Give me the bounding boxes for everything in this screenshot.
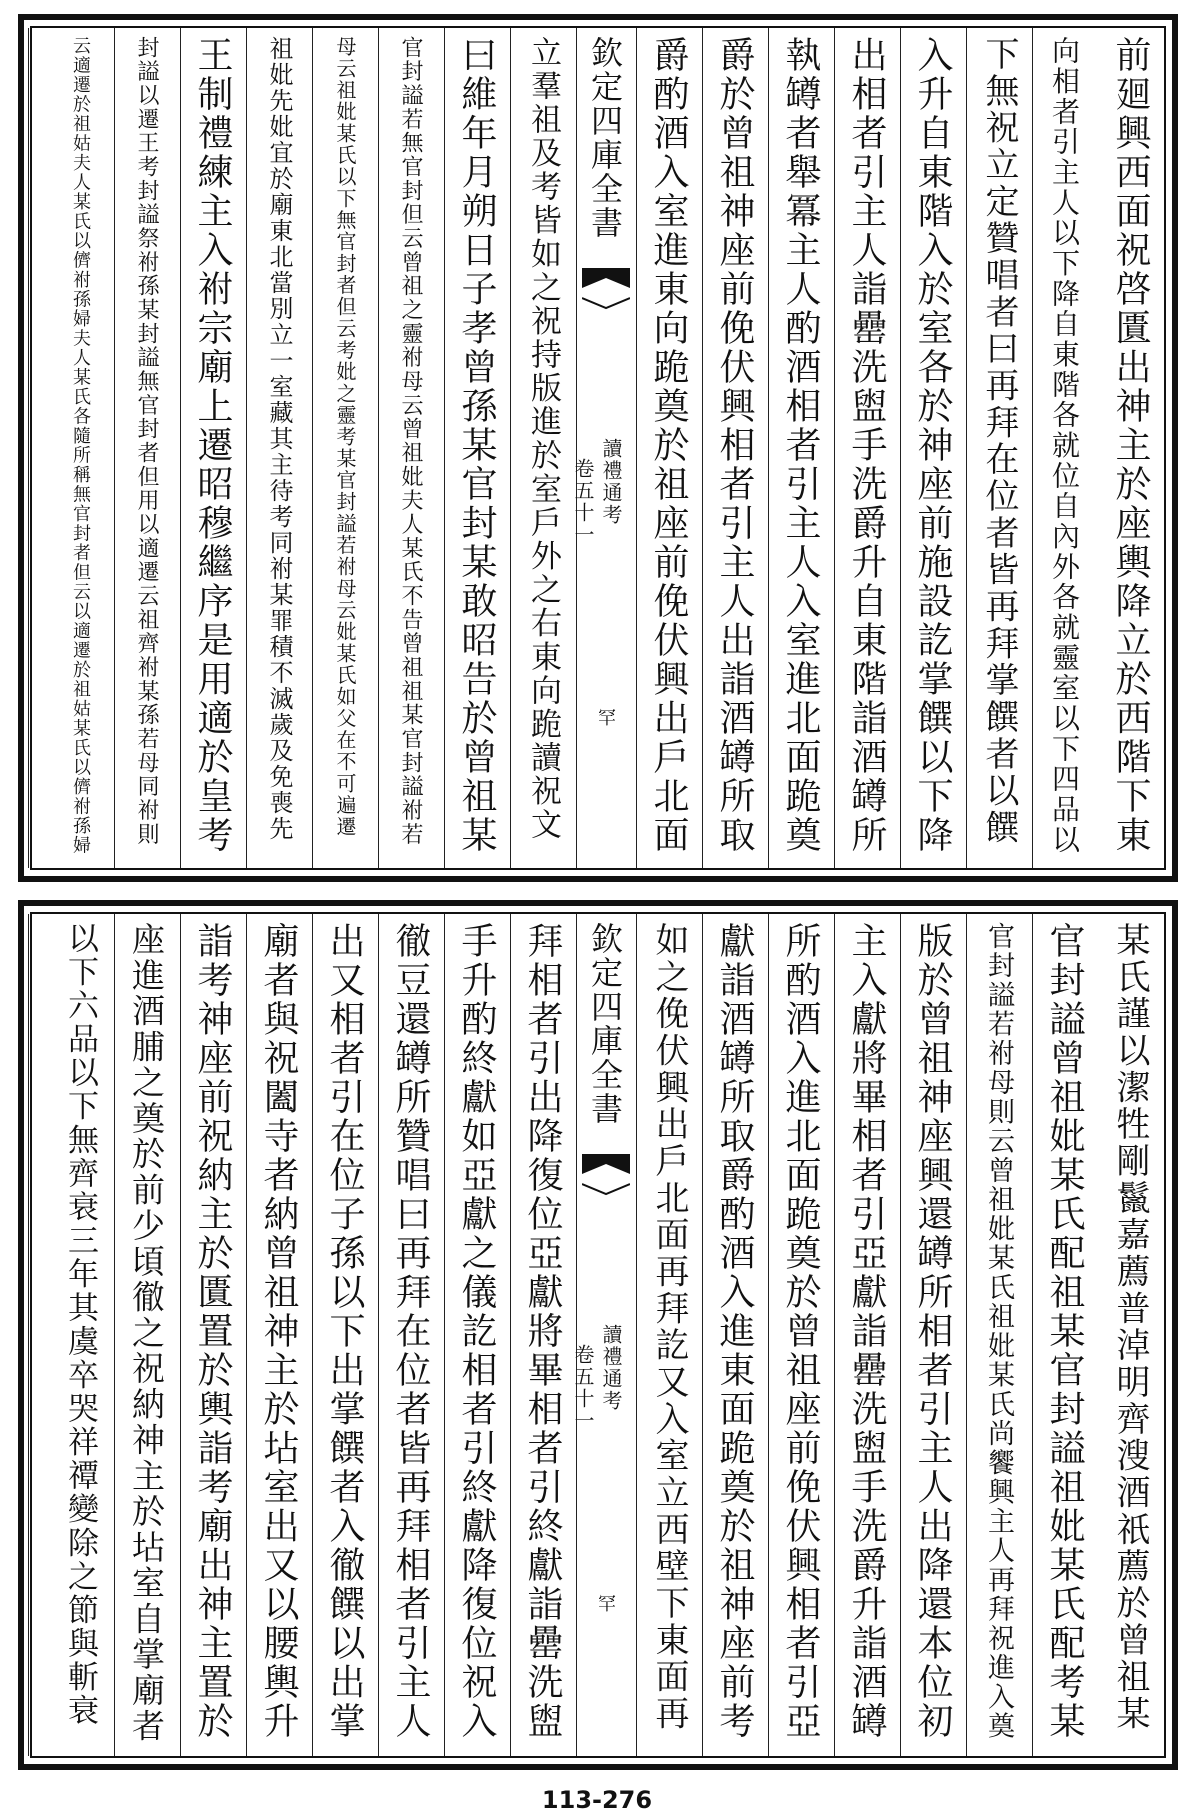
text-column (28, 28, 114, 868)
text-column (702, 28, 768, 868)
column-text: 以下六品以下無齊衰三年其虞卒哭祥禫變除之節與斬衰 (62, 922, 98, 1728)
column-text: 獻詣酒罇所取爵酌酒入進東面跪奠於祖神座前考 (714, 922, 755, 1741)
text-column (246, 914, 312, 1756)
text-column (966, 28, 1032, 868)
text-column (246, 28, 312, 868)
column-text: 官封謚曾祖妣某氏配祖某官封謚祖妣某氏配考某 (1044, 922, 1085, 1741)
book-title: 讀禮通考 (599, 438, 623, 526)
column-text: 所酌酒入進北面跪奠於曾祖座前俛伏興相者引亞 (780, 922, 821, 1741)
column-text: 拜相者引出降復位亞獻將畢相者引終獻詣罍洗盥 (522, 922, 563, 1741)
text-column (900, 914, 966, 1756)
column-text: 祖妣先妣宜於廟東北當別立一室藏其主待考同祔某罪積不滅歲及免喪先 (265, 36, 293, 842)
collection-title: 欽定四庫全書 (586, 36, 624, 240)
column-text: 詣考神座前祝納主於匱置於輿詣考廟出神主置於 (192, 922, 233, 1741)
column-text: 版於曾祖神座興還罇所相者引主人出降還本位初 (912, 922, 953, 1741)
text-column (444, 28, 510, 868)
text-column (636, 914, 702, 1756)
bottom-page (18, 900, 1178, 1770)
column-text: 立羣祖及考皆如之祝持版進於室戶外之右東向跪讀祝文 (525, 36, 561, 842)
text-column (378, 914, 444, 1756)
text-column (834, 28, 900, 868)
text-column (1032, 914, 1098, 1756)
column-text: 如之俛伏興出戶北面再拜訖又入室立西壁下東面再 (649, 922, 689, 1733)
column-text: 執罇者舉冪主人酌酒相者引主人入室進北面跪奠 (780, 36, 821, 855)
column-text: 出又相者引在位子孫以下出掌饌者入徹饌以出掌 (324, 922, 365, 1741)
fish-tail-mark-icon (582, 1154, 630, 1198)
text-column (702, 914, 768, 1756)
column-text: 王制禮練主入祔宗廟上遷昭穆繼序是用適於皇考 (192, 36, 233, 855)
fish-tail-mark-icon (582, 268, 630, 312)
text-column (312, 914, 378, 1756)
column-text: 徹豆還罇所贊唱曰再拜在位者皆再拜相者引主人 (390, 922, 431, 1741)
text-column (510, 28, 576, 868)
volume-label: 卷五十一 (571, 1344, 595, 1432)
text-column (1098, 914, 1164, 1756)
top-page (18, 14, 1178, 882)
book-title: 讀禮通考 (599, 1324, 623, 1412)
column-text: 官封謚若祔母則云曾祖妣某氏祖妣某氏尚饗興主人再拜祝進入奠 (983, 922, 1014, 1741)
column-text: 爵酌酒入室進東向跪奠於祖座前俛伏興出戶北面 (648, 36, 689, 855)
column-text: 座進酒脯之奠於前少頃徹之祝納神主於坫室自掌廟者 (127, 922, 166, 1745)
text-column (768, 914, 834, 1756)
volume-label: 卷五十一 (571, 458, 595, 546)
column-text: 主入獻將畢相者引亞獻詣罍洗盥手洗爵升詣酒罇 (846, 922, 887, 1741)
text-column (966, 914, 1032, 1756)
center-banner (571, 914, 636, 1756)
text-column (378, 28, 444, 868)
center-banner (571, 28, 636, 868)
text-column (180, 28, 246, 868)
text-column (1098, 28, 1164, 868)
top-page-frame (30, 26, 1166, 870)
column-text: 曰維年月朔日子孝曾孫某官封某敢昭告於曾祖某 (456, 36, 497, 855)
text-column (444, 914, 510, 1756)
column-text: 廟者與祝闔寺者納曾祖神主於坫室出又以腰輿升 (258, 922, 299, 1741)
column-text: 前廻興西面祝啓匱出神主於座輿降立於西階下東 (1110, 36, 1151, 855)
column-text: 下無祝立定贊唱者曰再拜在位者皆再拜掌饌者以饌 (979, 36, 1019, 847)
column-text: 封謚以遷王考封謚祭祔孫某封謚無官封者但用以適遷云祖齊祔某孫若母同祔則 (134, 36, 159, 847)
text-column (1032, 28, 1098, 868)
column-text: 官封謚若無官封但云曾祖之靈祔母云曾祖妣夫人某氏不告曾祖祖某官封謚祔若 (398, 36, 423, 847)
text-column (834, 914, 900, 1756)
column-text: 某氏謹以潔牲剛鬣嘉薦普淖明齊溲酒祇薦於曾祖某 (1110, 922, 1150, 1733)
text-column (768, 28, 834, 868)
column-text: 云適遷於祖姑夫人某氏以儕祔孫婦夫人某氏各隨所稱無官封者但云以適遷於祖姑某氏以儕祔孫婦 (70, 36, 91, 855)
column-text: 母云祖妣某氏以下無官封者但云考妣之靈考某官封謚若祔母云妣某氏如父在不可遍遷 (333, 36, 357, 838)
text-column (510, 914, 576, 1756)
text-column (114, 28, 180, 868)
column-text: 入升自東階入於室各於神座前施設訖掌饌以下降 (912, 36, 953, 855)
column-text: 出相者引主人詣罍洗盥手洗爵升自東階詣酒罇所 (846, 36, 887, 855)
column-text: 爵於曾祖神座前俛伏興相者引主人出詣酒罇所取 (714, 36, 755, 855)
text-column (28, 914, 114, 1756)
collection-title: 欽定四庫全書 (586, 922, 624, 1126)
column-text: 向相者引主人以下降自東階各就位自內外各就靈室以下四品以 (1048, 36, 1081, 855)
leaf-number: 罕 (595, 1594, 616, 1612)
text-column (636, 28, 702, 868)
page-number: 113-276 (541, 1786, 653, 1814)
text-column (312, 28, 378, 868)
bottom-page-frame (30, 912, 1166, 1758)
leaf-number: 罕 (595, 708, 616, 726)
column-text: 手升酌終獻如亞獻之儀訖相者引終獻降復位祝入 (456, 922, 497, 1741)
text-column (114, 914, 180, 1756)
text-column (900, 28, 966, 868)
text-column (180, 914, 246, 1756)
